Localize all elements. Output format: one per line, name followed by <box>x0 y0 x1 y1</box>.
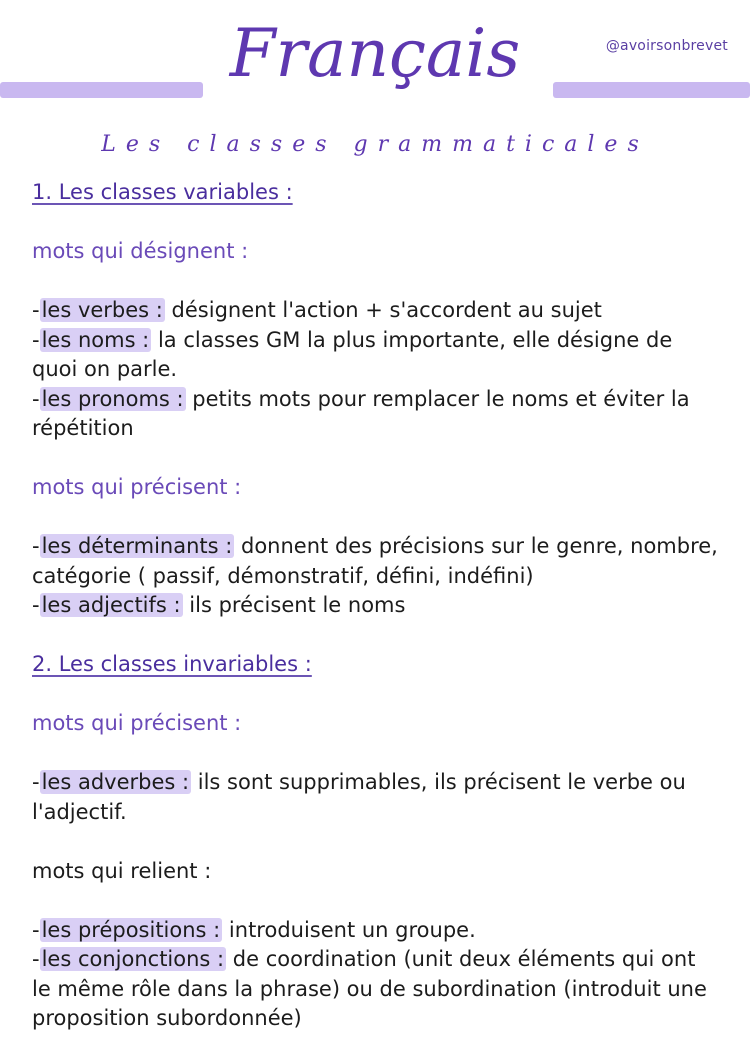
term-definition: de coordination (unit deux éléments qui ont le même rôle dans la phrase) ou de subordination (introduit une proposition subordonnée) <box>32 947 707 1030</box>
group-label-designent: mots qui désignent : <box>32 239 249 263</box>
list-item <box>32 385 720 444</box>
term-highlight: les adjectifs : <box>41 593 181 617</box>
list-item <box>32 945 720 1034</box>
term-highlight: les verbes : <box>41 298 163 322</box>
term-highlight: les noms : <box>41 327 150 352</box>
list-item <box>32 768 720 827</box>
term-definition: donnent des précisions sur le genre, nombre, catégorie ( passif, démonstratif, défini, indéfini) <box>32 534 718 588</box>
term-definition: petits mots pour remplacer le noms et éviter la répétition <box>32 386 690 440</box>
list-item <box>32 916 720 946</box>
list-item <box>32 532 720 591</box>
notes-content <box>32 178 720 1034</box>
bullet: - <box>32 947 40 971</box>
author-handle: @avoirsonbrevet <box>605 38 728 54</box>
bullet: - <box>32 386 40 411</box>
term-highlight: les prépositions : <box>41 917 221 942</box>
bullet: - <box>32 593 40 617</box>
section-heading-invariables: 2. Les classes invariables : <box>32 652 312 676</box>
bullet: - <box>32 917 40 942</box>
term-definition: introduisent un groupe. <box>222 917 476 942</box>
page-title: Français <box>229 15 521 92</box>
page-subtitle: Les classes grammaticales <box>101 132 649 157</box>
term-highlight: les pronoms : <box>41 386 184 411</box>
term-definition: la classes GM la plus importante, elle désigne de quoi on parle. <box>32 327 673 381</box>
term-definition: ils sont supprimables, ils précisent le verbe ou l'adjectif. <box>32 770 686 824</box>
term-highlight: les adverbes : <box>41 770 190 794</box>
group-label-precisent: mots qui précisent : <box>32 711 242 735</box>
list-item <box>32 326 720 385</box>
bullet: - <box>32 534 40 558</box>
bullet: - <box>32 298 40 322</box>
list-item <box>32 591 720 621</box>
term-highlight: les conjonctions : <box>41 947 225 971</box>
section-heading-variables: 1. Les classes variables : <box>32 180 293 204</box>
bullet: - <box>32 327 40 352</box>
list-item <box>32 296 720 326</box>
term-highlight: les déterminants : <box>41 534 233 558</box>
group-label-precisent: mots qui précisent : <box>32 475 242 499</box>
term-definition: désignent l'action + s'accordent au sujet <box>164 298 602 322</box>
group-label-relient: mots qui relient : <box>32 858 212 883</box>
term-definition: ils précisent le noms <box>182 593 406 617</box>
bullet: - <box>32 770 40 794</box>
